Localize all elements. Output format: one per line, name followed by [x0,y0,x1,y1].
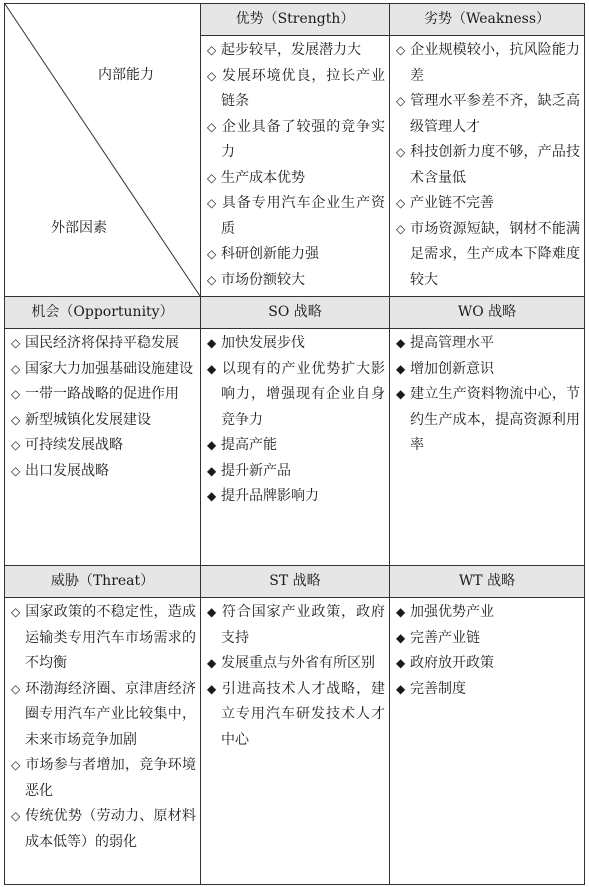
list-item [396,331,580,357]
hollow-diamond-bullet-icon: ◇ [207,247,217,261]
st-strategies-list [201,600,389,753]
list-item [11,459,196,485]
hollow-diamond-bullet-icon: ◇ [11,387,21,401]
list-item [11,408,196,434]
list-item-text: 管理水平参差不齐，缺乏高级管理人才 [410,93,580,135]
hollow-diamond-bullet-icon: ◇ [396,94,406,108]
hollow-diamond-bullet-icon: ◇ [207,170,217,185]
list-item-text: 加快发展步伐 [221,335,305,351]
hollow-diamond-bullet-icon: ◇ [207,272,217,287]
hollow-diamond-bullet-icon: ◇ [11,605,21,619]
list-item-text: 产业链不完善 [410,195,494,211]
list-item [207,357,385,434]
hollow-diamond-bullet-icon: ◇ [207,119,217,134]
list-item-text: 生产成本优势 [221,169,305,186]
st-strategies-cell [201,598,390,885]
hollow-diamond-bullet-icon: ◇ [11,758,21,772]
hollow-diamond-bullet-icon: ◇ [396,145,406,159]
solid-diamond-bullet-icon: ◆ [207,489,217,503]
hollow-diamond-bullet-icon: ◇ [207,68,217,83]
solid-diamond-bullet-icon: ◆ [396,361,406,376]
solid-diamond-bullet-icon: ◆ [207,463,217,478]
threats-cell [5,598,201,885]
list-item-text: 提升新产品 [221,462,291,479]
swot-matrix-table [4,3,585,885]
list-item-text: 一带一路战略的促进作用 [25,386,179,402]
list-item-text: 提升品牌影响力 [221,488,319,504]
external-factors-label: 外部因素 [51,220,107,236]
list-item [11,804,196,855]
solid-diamond-bullet-icon: ◆ [396,681,406,696]
list-item-text: 引进高技术人才战略，建立专用汽车研发技术人才中心 [221,680,385,748]
list-item-text: 出口发展战略 [25,462,109,479]
list-item-text: 国民经济将保持平稳发展 [25,335,179,351]
list-item-text: 科研创新能力强 [221,246,319,262]
corner-cell [5,4,201,297]
solid-diamond-bullet-icon: ◆ [207,361,217,376]
so-strategies-list [201,331,389,510]
list-item-text: 发展重点与外省有所区别 [221,655,375,671]
hollow-diamond-bullet-icon: ◇ [11,336,21,350]
list-item-text: 加强优势产业 [410,604,494,620]
wt-strategy-header: WT 战略 [390,566,585,598]
list-item [11,382,196,408]
list-item [396,89,580,140]
list-item-text: 市场资源短缺，钢材不能满足需求，生产成本下降难度较大 [410,220,580,288]
hollow-diamond-bullet-icon: ◇ [11,361,21,376]
list-item [207,166,385,192]
solid-diamond-bullet-icon: ◆ [396,387,406,401]
weaknesses-cell [390,36,585,297]
list-item [207,651,385,677]
solid-diamond-bullet-icon: ◆ [396,630,406,645]
so-strategies-cell [201,329,390,566]
opportunities-list [5,331,200,484]
diagonal-divider [5,4,200,296]
solid-diamond-bullet-icon: ◆ [207,605,217,619]
hollow-diamond-bullet-icon: ◇ [396,43,406,57]
solid-diamond-bullet-icon: ◆ [207,656,217,670]
hollow-diamond-bullet-icon: ◇ [207,43,217,57]
weakness-header: 劣势（Weakness） [390,4,585,36]
list-item [396,677,580,703]
hollow-diamond-bullet-icon: ◇ [207,196,217,210]
list-item-text: 完善产业链 [410,629,480,646]
solid-diamond-bullet-icon: ◆ [207,681,217,696]
list-item [207,242,385,268]
list-item [396,38,580,89]
opportunities-cell [5,329,201,566]
list-item-text: 建立生产资料物流中心，节约生产成本，提高资源利用率 [410,386,580,453]
list-item-text: 企业具备了较强的竞争实力 [221,118,385,160]
wt-strategies-list [390,600,584,702]
list-item [11,357,196,383]
list-item [207,331,385,357]
list-item-text: 符合国家产业政策，政府支持 [221,604,385,646]
opportunity-header: 机会（Opportunity） [5,297,201,329]
list-item [11,753,196,804]
list-item [11,331,196,357]
list-item [207,115,385,166]
weaknesses-list [390,38,584,293]
list-item-text: 政府放开政策 [410,655,494,671]
list-item [11,433,196,459]
list-item-text: 起步较早，发展潜力大 [221,42,361,58]
list-item [396,191,580,217]
list-item-text: 市场份额较大 [221,271,305,288]
list-item-text: 可持续发展战略 [25,437,123,453]
list-item-text: 增加创新意识 [410,360,494,377]
threats-list [5,600,200,855]
hollow-diamond-bullet-icon: ◇ [396,221,406,236]
solid-diamond-bullet-icon: ◆ [207,336,217,350]
wo-strategy-header: WO 战略 [390,297,585,329]
strength-header: 优势（Strength） [201,4,390,36]
list-item-text: 环渤海经济圈、京津唐经济圈专用汽车产业比较集中，未来市场竞争加剧 [25,680,196,748]
list-item [207,38,385,64]
list-item [207,484,385,510]
list-item-text: 传统优势（劳动力、原材料成本低等）的弱化 [25,808,196,850]
strengths-list [201,38,389,293]
hollow-diamond-bullet-icon: ◇ [11,463,21,478]
list-item [11,677,196,754]
list-item-text: 完善制度 [410,680,466,697]
solid-diamond-bullet-icon: ◆ [207,438,217,452]
list-item-text: 具备专用汽车企业生产资质 [221,195,385,237]
list-item [11,600,196,677]
list-item-text: 提高管理水平 [410,335,494,351]
list-item-text: 提高产能 [221,437,277,453]
list-item [396,626,580,652]
list-item [207,433,385,459]
wo-strategies-list [390,331,584,459]
list-item [207,677,385,754]
list-item-text: 企业规模较小，抗风险能力差 [410,42,580,84]
st-strategy-header: ST 战略 [201,566,390,598]
list-item-text: 新型城镇化发展建设 [25,411,151,428]
list-item-text: 国家政策的不稳定性，造成运输类专用汽车市场需求的不均衡 [25,604,196,671]
list-item-text: 市场参与者增加，竞争环境恶化 [25,757,196,799]
list-item-text: 科技创新力度不够，产品技术含量低 [410,144,580,186]
solid-diamond-bullet-icon: ◆ [396,656,406,670]
internal-capability-label: 内部能力 [98,67,154,83]
list-item [396,600,580,626]
solid-diamond-bullet-icon: ◆ [396,605,406,619]
list-item [396,140,580,191]
hollow-diamond-bullet-icon: ◇ [11,809,21,823]
wt-strategies-cell [390,598,585,885]
list-item [207,459,385,485]
list-item [207,64,385,115]
hollow-diamond-bullet-icon: ◇ [11,412,21,427]
list-item-text: 发展环境优良，拉长产业链条 [221,67,385,109]
strengths-cell [201,36,390,297]
list-item-text: 国家大力加强基础设施建设 [25,360,193,377]
list-item [396,382,580,459]
list-item [207,191,385,242]
solid-diamond-bullet-icon: ◆ [396,336,406,350]
list-item [207,600,385,651]
list-item [396,217,580,294]
hollow-diamond-bullet-icon: ◇ [11,681,21,696]
so-strategy-header: SO 战略 [201,297,390,329]
list-item-text: 以现有的产业优势扩大影响力，增强现有企业自身竞争力 [221,360,385,428]
hollow-diamond-bullet-icon: ◇ [11,438,21,452]
list-item [207,268,385,294]
hollow-diamond-bullet-icon: ◇ [396,196,406,210]
list-item [396,651,580,677]
threat-header: 威胁（Threat） [5,566,201,598]
wo-strategies-cell [390,329,585,566]
list-item [396,357,580,383]
